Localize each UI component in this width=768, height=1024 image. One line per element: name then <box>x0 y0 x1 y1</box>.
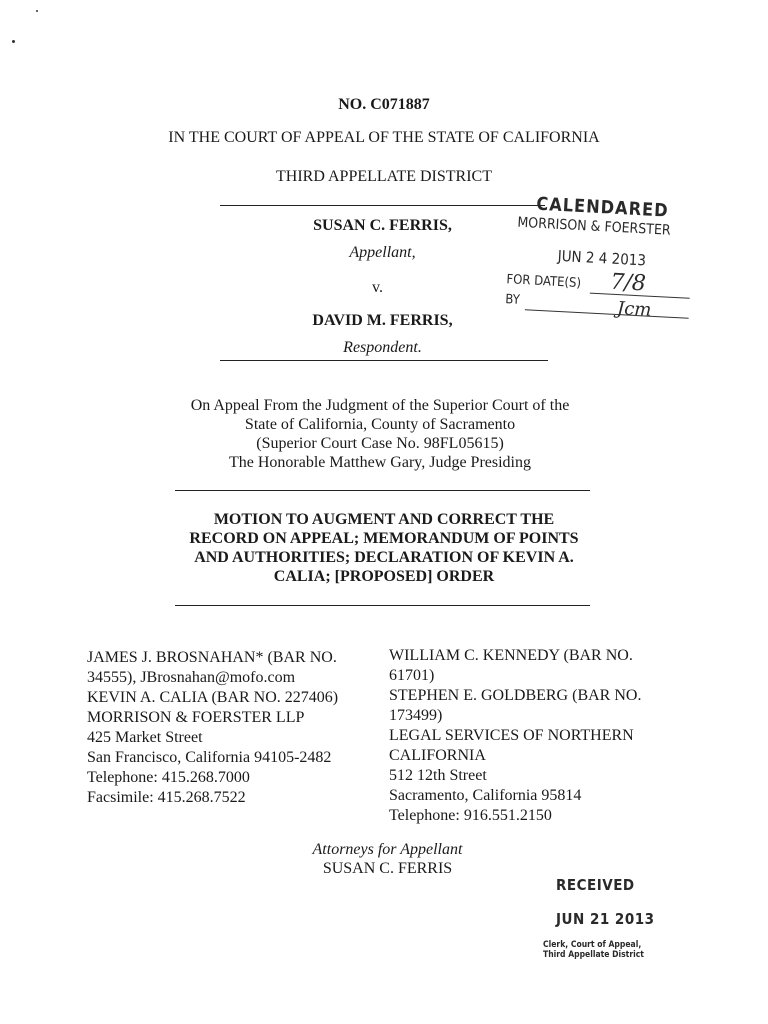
appellant-name: SUSAN C. FERRIS, <box>313 217 452 234</box>
stamp-for-dates-value: 7/8 <box>609 269 647 297</box>
received-stamp <box>535 874 685 969</box>
appeal-line-4: The Honorable Matthew Gary, Judge Presiding <box>229 454 531 471</box>
scan-speck <box>12 40 15 43</box>
attorney-right-line: WILLIAM C. KENNEDY (BAR NO. <box>389 647 633 664</box>
attorney-left-line: Facsimile: 415.268.7522 <box>87 789 246 806</box>
attorney-right-line: 61701) <box>389 667 435 684</box>
motion-title-line-2: RECORD ON APPEAL; MEMORANDUM OF POINTS <box>189 530 579 547</box>
attorney-left-line: MORRISON & FOERSTER LLP <box>87 709 305 726</box>
attorney-left-line: Telephone: 415.268.7000 <box>87 769 250 786</box>
appeal-line-2: State of California, County of Sacramento <box>244 416 516 433</box>
attorney-left-line: KEVIN A. CALIA (BAR NO. 227406) <box>87 689 339 706</box>
attorney-left-line: JAMES J. BROSNAHAN* (BAR NO. <box>87 649 337 666</box>
attorney-left-line: 425 Market Street <box>87 729 203 746</box>
attorneys-for-label: Attorneys for Appellant <box>312 841 463 858</box>
attorney-right-line: Sacramento, California 95814 <box>389 787 582 804</box>
stamp-for-dates-label: FOR DATE(S) <box>506 272 582 292</box>
attorney-right-line: STEPHEN E. GOLDBERG (BAR NO. <box>389 687 642 704</box>
received-date: JUN 21 2013 <box>556 910 655 928</box>
respondent-name: DAVID M. FERRIS, <box>312 312 453 329</box>
stamp-firm: MORRISON & FOERSTER <box>516 214 672 239</box>
stamp-title: CALENDARED <box>535 193 670 222</box>
case-number: NO. C071887 <box>338 96 430 113</box>
stamp-by-line <box>525 309 689 319</box>
attorney-left-line: San Francisco, California 94105-2482 <box>87 749 332 766</box>
motion-title-line-1: MOTION TO AUGMENT AND CORRECT THE <box>213 511 555 528</box>
stamp-by-value: Jcm <box>616 298 652 321</box>
caption-bottom-rule <box>220 360 548 361</box>
attorney-right-line: CALIFORNIA <box>389 747 486 764</box>
received-clerk-line-1: Clerk, Court of Appeal, <box>543 940 642 950</box>
appeal-line-1: On Appeal From the Judgment of the Superior Court of the <box>190 397 570 414</box>
stamp-date: JUN 2 4 2013 <box>557 246 647 270</box>
attorneys-for-client: SUSAN C. FERRIS <box>322 860 453 877</box>
attorney-right-line: 173499) <box>389 707 443 724</box>
court-name: IN THE COURT OF APPEAL OF THE STATE OF CALIFORNIA <box>168 129 600 146</box>
motion-title-line-4: CALIA; [PROPOSED] ORDER <box>273 568 495 585</box>
scan-speck <box>36 10 38 12</box>
motion-title-line-3: AND AUTHORITIES; DECLARATION OF KEVIN A. <box>194 549 574 566</box>
attorney-right-line: LEGAL SERVICES OF NORTHERN <box>389 727 634 744</box>
received-clerk-line-2: Third Appellate District <box>543 950 644 960</box>
caption-top-rule <box>220 205 545 206</box>
title-top-rule <box>175 490 590 491</box>
calendared-stamp <box>498 192 715 343</box>
attorney-right-line: Telephone: 916.551.2150 <box>389 807 552 824</box>
appeal-line-3: (Superior Court Case No. 98FL05615) <box>256 435 504 452</box>
attorney-left-line: 34555), JBrosnahan@mofo.com <box>87 669 296 686</box>
appellant-role: Appellant, <box>349 244 416 261</box>
received-title: RECEIVED <box>556 876 635 894</box>
appellate-district: THIRD APPELLATE DISTRICT <box>276 168 492 185</box>
attorneys-right-block <box>389 646 641 826</box>
respondent-role: Respondent. <box>343 339 422 356</box>
attorney-right-line: 512 12th Street <box>389 767 487 784</box>
stamp-by-label: BY <box>504 292 521 308</box>
versus: v. <box>372 279 383 296</box>
attorneys-left-block <box>87 648 338 808</box>
title-bottom-rule <box>175 605 590 606</box>
